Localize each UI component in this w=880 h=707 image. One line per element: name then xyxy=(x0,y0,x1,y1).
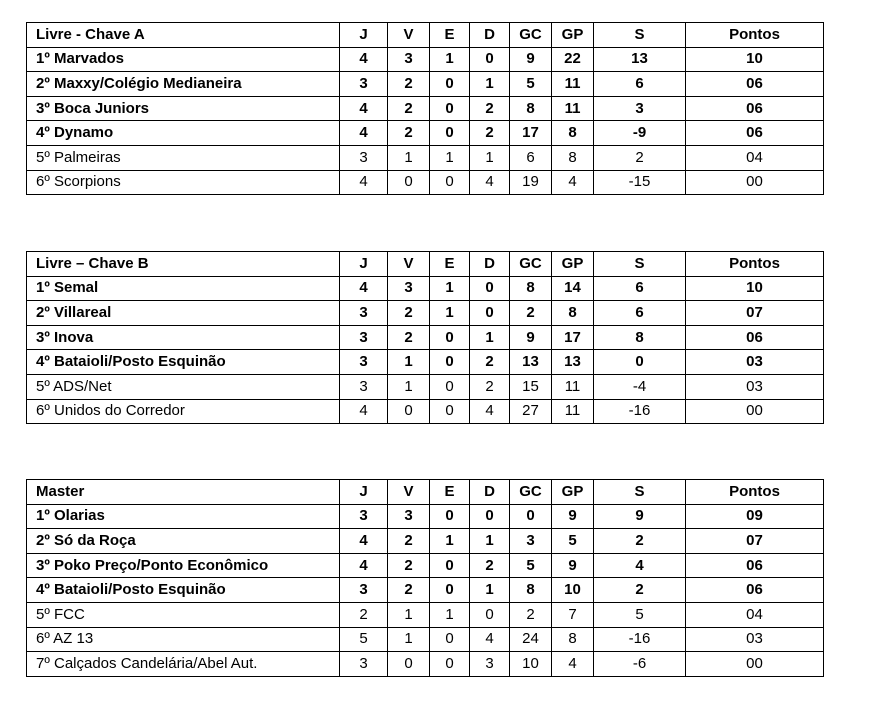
stat-cell: 4 xyxy=(340,529,388,554)
stat-cell: 3 xyxy=(388,47,430,72)
stat-cell: 3 xyxy=(340,325,388,350)
stat-cell: 4 xyxy=(340,399,388,424)
stat-cell: 3 xyxy=(340,374,388,399)
stat-cell: 9 xyxy=(510,325,552,350)
stat-cell: 8 xyxy=(552,627,594,652)
stat-cell: 8 xyxy=(510,276,552,301)
column-header: D xyxy=(470,252,510,277)
team-name-cell: 5º ADS/Net xyxy=(27,374,340,399)
stat-cell: 13 xyxy=(594,47,686,72)
stat-cell: 17 xyxy=(552,325,594,350)
stat-cell: 3 xyxy=(340,145,388,170)
column-header: V xyxy=(388,480,430,505)
stat-cell: 24 xyxy=(510,627,552,652)
column-header: S xyxy=(594,23,686,48)
stat-cell: 2 xyxy=(470,96,510,121)
column-header: J xyxy=(340,252,388,277)
stat-cell: 09 xyxy=(686,504,824,529)
stat-cell: 2 xyxy=(388,325,430,350)
stat-cell: 0 xyxy=(388,652,430,677)
table-a-standings xyxy=(26,22,824,195)
team-name-cell: 2º Maxxy/Colégio Medianeira xyxy=(27,72,340,97)
stat-cell: 9 xyxy=(552,553,594,578)
column-header: V xyxy=(388,23,430,48)
table-row xyxy=(27,553,824,578)
table-row xyxy=(27,529,824,554)
stat-cell: 2 xyxy=(340,602,388,627)
stat-cell: 06 xyxy=(686,578,824,603)
table-header-row xyxy=(27,23,824,48)
stat-cell: 3 xyxy=(340,652,388,677)
stat-cell: 1 xyxy=(470,325,510,350)
stat-cell: 11 xyxy=(552,96,594,121)
column-header: GP xyxy=(552,252,594,277)
stat-cell: 19 xyxy=(510,170,552,195)
column-header: E xyxy=(430,480,470,505)
table-row xyxy=(27,350,824,375)
table-row xyxy=(27,72,824,97)
table-row xyxy=(27,276,824,301)
stat-cell: 3 xyxy=(470,652,510,677)
table-row xyxy=(27,170,824,195)
stat-cell: 03 xyxy=(686,374,824,399)
stat-cell: -15 xyxy=(594,170,686,195)
stat-cell: 4 xyxy=(340,170,388,195)
column-header: V xyxy=(388,252,430,277)
stat-cell: 8 xyxy=(552,121,594,146)
stat-cell: -16 xyxy=(594,627,686,652)
stat-cell: 07 xyxy=(686,529,824,554)
stat-cell: 13 xyxy=(510,350,552,375)
team-name-cell: 6º Unidos do Corredor xyxy=(27,399,340,424)
column-header: E xyxy=(430,252,470,277)
table-b-standings xyxy=(26,251,824,424)
stat-cell: 3 xyxy=(340,350,388,375)
stat-cell: 0 xyxy=(430,627,470,652)
stat-cell: 0 xyxy=(388,399,430,424)
stat-cell: 1 xyxy=(430,276,470,301)
stat-cell: 11 xyxy=(552,72,594,97)
stat-cell: 5 xyxy=(594,602,686,627)
stat-cell: 06 xyxy=(686,72,824,97)
stat-cell: 0 xyxy=(430,578,470,603)
stat-cell: 27 xyxy=(510,399,552,424)
stat-cell: 9 xyxy=(594,504,686,529)
stat-cell: 4 xyxy=(340,276,388,301)
stat-cell: 6 xyxy=(594,276,686,301)
stat-cell: 11 xyxy=(552,399,594,424)
stat-cell: 06 xyxy=(686,325,824,350)
stat-cell: 1 xyxy=(430,602,470,627)
table-row xyxy=(27,578,824,603)
stat-cell: 11 xyxy=(552,374,594,399)
table-row xyxy=(27,121,824,146)
stat-cell: 2 xyxy=(594,529,686,554)
stat-cell: 4 xyxy=(340,553,388,578)
team-name-cell: 3º Inova xyxy=(27,325,340,350)
table-row xyxy=(27,652,824,677)
stat-cell: 07 xyxy=(686,301,824,326)
stat-cell: 1 xyxy=(430,145,470,170)
stat-cell: 03 xyxy=(686,627,824,652)
stat-cell: 9 xyxy=(510,47,552,72)
stat-cell: 15 xyxy=(510,374,552,399)
stat-cell: 10 xyxy=(510,652,552,677)
team-name-cell: 1º Marvados xyxy=(27,47,340,72)
table-row xyxy=(27,504,824,529)
table-row xyxy=(27,145,824,170)
stat-cell: 0 xyxy=(470,301,510,326)
stat-cell: 22 xyxy=(552,47,594,72)
table-title: Master xyxy=(27,480,340,505)
stat-cell: 10 xyxy=(686,276,824,301)
stat-cell: 2 xyxy=(388,121,430,146)
stat-cell: 04 xyxy=(686,602,824,627)
stat-cell: 03 xyxy=(686,350,824,375)
stat-cell: -6 xyxy=(594,652,686,677)
team-name-cell: 6º AZ 13 xyxy=(27,627,340,652)
stat-cell: 1 xyxy=(430,301,470,326)
stat-cell: 0 xyxy=(430,652,470,677)
stat-cell: 1 xyxy=(388,374,430,399)
stat-cell: 8 xyxy=(552,145,594,170)
table-title: Livre - Chave A xyxy=(27,23,340,48)
stat-cell: 1 xyxy=(430,529,470,554)
stat-cell: 0 xyxy=(430,399,470,424)
stat-cell: 3 xyxy=(340,504,388,529)
stat-cell: 1 xyxy=(470,578,510,603)
stat-cell: 1 xyxy=(388,350,430,375)
column-header: GC xyxy=(510,23,552,48)
stat-cell: 0 xyxy=(430,96,470,121)
stat-cell: 4 xyxy=(552,652,594,677)
stat-cell: 2 xyxy=(388,553,430,578)
column-header: S xyxy=(594,252,686,277)
stat-cell: 4 xyxy=(340,121,388,146)
stat-cell: 13 xyxy=(552,350,594,375)
stat-cell: 1 xyxy=(470,72,510,97)
stat-cell: 2 xyxy=(470,374,510,399)
stat-cell: 2 xyxy=(510,301,552,326)
column-header: J xyxy=(340,480,388,505)
team-name-cell: 7º Calçados Candelária/Abel Aut. xyxy=(27,652,340,677)
team-name-cell: 1º Semal xyxy=(27,276,340,301)
stat-cell: 00 xyxy=(686,652,824,677)
column-header: Pontos xyxy=(686,480,824,505)
column-header: GC xyxy=(510,480,552,505)
stat-cell: 0 xyxy=(470,504,510,529)
column-header: D xyxy=(470,23,510,48)
table-row xyxy=(27,602,824,627)
stat-cell: 00 xyxy=(686,170,824,195)
stat-cell: 0 xyxy=(430,72,470,97)
stat-cell: 8 xyxy=(552,301,594,326)
stat-cell: 00 xyxy=(686,399,824,424)
stat-cell: -4 xyxy=(594,374,686,399)
stat-cell: 3 xyxy=(340,72,388,97)
table-master-standings xyxy=(26,479,824,677)
stat-cell: 1 xyxy=(388,627,430,652)
stat-cell: 06 xyxy=(686,96,824,121)
team-name-cell: 4º Bataioli/Posto Esquinão xyxy=(27,350,340,375)
column-header: D xyxy=(470,480,510,505)
stat-cell: 3 xyxy=(340,301,388,326)
stat-cell: 2 xyxy=(470,350,510,375)
table-row xyxy=(27,301,824,326)
column-header: GP xyxy=(552,480,594,505)
stat-cell: 4 xyxy=(470,627,510,652)
stat-cell: 6 xyxy=(594,301,686,326)
stat-cell: 0 xyxy=(430,170,470,195)
stat-cell: 0 xyxy=(430,504,470,529)
table-header-row xyxy=(27,252,824,277)
stat-cell: 5 xyxy=(552,529,594,554)
table-title: Livre – Chave B xyxy=(27,252,340,277)
column-header: Pontos xyxy=(686,23,824,48)
table-row xyxy=(27,399,824,424)
team-name-cell: 3º Boca Juniors xyxy=(27,96,340,121)
stat-cell: 7 xyxy=(552,602,594,627)
stat-cell: 0 xyxy=(430,553,470,578)
team-name-cell: 3º Poko Preço/Ponto Econômico xyxy=(27,553,340,578)
column-header: GC xyxy=(510,252,552,277)
stat-cell: 0 xyxy=(430,325,470,350)
stat-cell: 4 xyxy=(470,170,510,195)
stat-cell: 06 xyxy=(686,553,824,578)
team-name-cell: 2º Só da Roça xyxy=(27,529,340,554)
stat-cell: 17 xyxy=(510,121,552,146)
column-header: S xyxy=(594,480,686,505)
table-row xyxy=(27,96,824,121)
stat-cell: 2 xyxy=(470,121,510,146)
team-name-cell: 5º FCC xyxy=(27,602,340,627)
stat-cell: 0 xyxy=(430,350,470,375)
team-name-cell: 4º Dynamo xyxy=(27,121,340,146)
stat-cell: -9 xyxy=(594,121,686,146)
stat-cell: 8 xyxy=(594,325,686,350)
stat-cell: 3 xyxy=(594,96,686,121)
stat-cell: 8 xyxy=(510,96,552,121)
table-row xyxy=(27,47,824,72)
team-name-cell: 2º Villareal xyxy=(27,301,340,326)
stat-cell: 4 xyxy=(594,553,686,578)
stat-cell: 6 xyxy=(594,72,686,97)
stat-cell: 9 xyxy=(552,504,594,529)
stat-cell: -16 xyxy=(594,399,686,424)
stat-cell: 2 xyxy=(388,72,430,97)
column-header: GP xyxy=(552,23,594,48)
stat-cell: 0 xyxy=(510,504,552,529)
stat-cell: 2 xyxy=(388,96,430,121)
stat-cell: 0 xyxy=(470,602,510,627)
stat-cell: 10 xyxy=(552,578,594,603)
team-name-cell: 6º Scorpions xyxy=(27,170,340,195)
table-row xyxy=(27,374,824,399)
stat-cell: 2 xyxy=(594,145,686,170)
stat-cell: 4 xyxy=(340,96,388,121)
stat-cell: 2 xyxy=(388,301,430,326)
stat-cell: 2 xyxy=(388,578,430,603)
stat-cell: 6 xyxy=(510,145,552,170)
stat-cell: 5 xyxy=(340,627,388,652)
stat-cell: 1 xyxy=(388,602,430,627)
stat-cell: 3 xyxy=(388,504,430,529)
team-name-cell: 1º Olarias xyxy=(27,504,340,529)
stat-cell: 4 xyxy=(340,47,388,72)
stat-cell: 10 xyxy=(686,47,824,72)
stat-cell: 0 xyxy=(470,47,510,72)
stat-cell: 3 xyxy=(388,276,430,301)
stat-cell: 1 xyxy=(470,529,510,554)
stat-cell: 3 xyxy=(510,529,552,554)
stat-cell: 2 xyxy=(388,529,430,554)
table-row xyxy=(27,325,824,350)
stat-cell: 0 xyxy=(430,374,470,399)
stat-cell: 1 xyxy=(388,145,430,170)
stat-cell: 4 xyxy=(470,399,510,424)
column-header: Pontos xyxy=(686,252,824,277)
table-row xyxy=(27,627,824,652)
stat-cell: 2 xyxy=(470,553,510,578)
stat-cell: 2 xyxy=(510,602,552,627)
stat-cell: 2 xyxy=(594,578,686,603)
table-header-row xyxy=(27,480,824,505)
stat-cell: 04 xyxy=(686,145,824,170)
stat-cell: 1 xyxy=(470,145,510,170)
stat-cell: 5 xyxy=(510,72,552,97)
stat-cell: 06 xyxy=(686,121,824,146)
stat-cell: 14 xyxy=(552,276,594,301)
stat-cell: 0 xyxy=(430,121,470,146)
team-name-cell: 5º Palmeiras xyxy=(27,145,340,170)
stat-cell: 0 xyxy=(388,170,430,195)
stat-cell: 5 xyxy=(510,553,552,578)
stat-cell: 0 xyxy=(470,276,510,301)
stat-cell: 1 xyxy=(430,47,470,72)
column-header: E xyxy=(430,23,470,48)
column-header: J xyxy=(340,23,388,48)
stat-cell: 8 xyxy=(510,578,552,603)
team-name-cell: 4º Bataioli/Posto Esquinão xyxy=(27,578,340,603)
stat-cell: 4 xyxy=(552,170,594,195)
stat-cell: 3 xyxy=(340,578,388,603)
stat-cell: 0 xyxy=(594,350,686,375)
